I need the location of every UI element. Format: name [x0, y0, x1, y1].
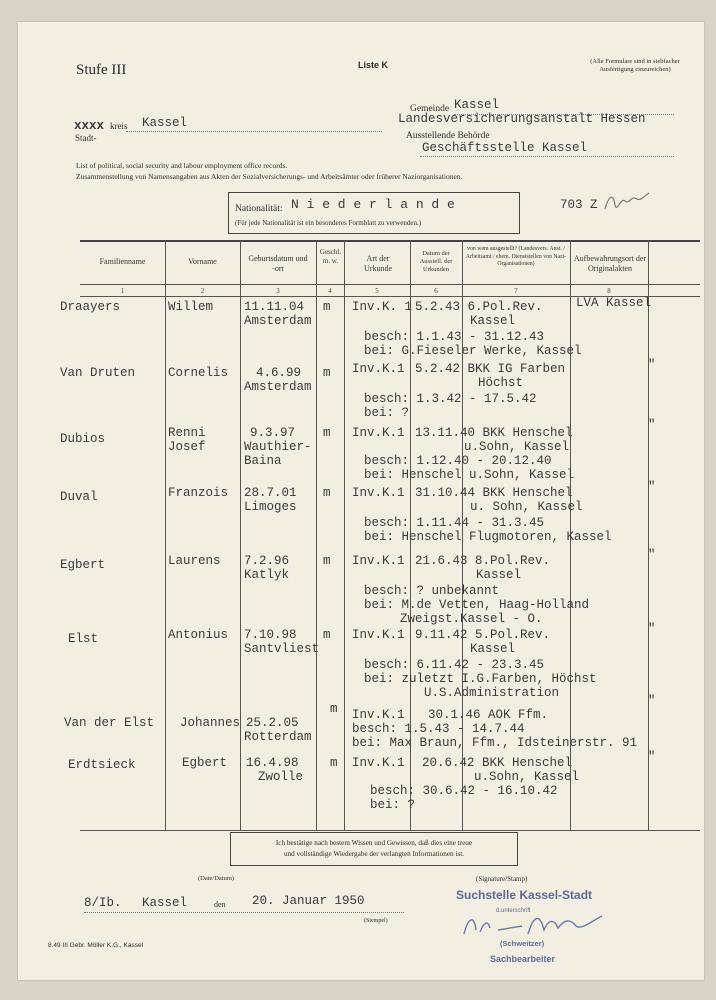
- row-birth-place: Zwolle: [258, 770, 304, 784]
- initials-mark: [603, 187, 653, 217]
- row-surname: Duval: [60, 490, 98, 504]
- table-header-rule: [80, 284, 700, 285]
- row-archive: ": [648, 750, 656, 764]
- intro-english: List of political, social security and labour employment office records.: [76, 161, 288, 170]
- row-sex: m: [330, 702, 338, 716]
- row-given-name: Franzois: [168, 486, 229, 500]
- col-header-sex: Geschl. m. w.: [319, 248, 342, 265]
- row-detail: u. Sohn, Kassel: [470, 500, 583, 514]
- stadt-label: Stadt-: [75, 133, 97, 143]
- note-right-line: (Alle Formulare sind in siebfacher: [590, 58, 680, 65]
- row-given-name: Cornelis: [168, 366, 229, 380]
- row-detail: 31.10.44 BKK Henschel: [415, 486, 573, 500]
- table-bottom-rule: [80, 830, 700, 831]
- printer-imprint: 8.49 III Gebr. Möller K.G., Kassel: [48, 942, 144, 949]
- liste-label: Liste K: [358, 60, 389, 70]
- row-detail: 30.1.46 AOK Ffm.: [428, 708, 549, 722]
- row-given-name: Renni Josef: [168, 426, 206, 454]
- row-document-type: Inv.K.1: [352, 362, 405, 376]
- nationality-box: [228, 192, 520, 234]
- col-header-doc: Art der Urkunde: [364, 254, 392, 273]
- nationality-note: (Für jede Nationalität ist ein besonderes Formblatt zu verwenden.): [235, 219, 422, 227]
- signature-label: (Signature/Stamp): [476, 875, 528, 883]
- row-document-type: Inv.K.1: [352, 426, 405, 440]
- row-given-name: Willem: [168, 300, 214, 314]
- row-detail: Zweigst.Kassel - O.: [400, 612, 543, 626]
- row-archive: ": [648, 480, 656, 494]
- row-birth-place: Amsterdam: [244, 380, 312, 394]
- stempel-label: (Stempel): [364, 918, 388, 924]
- stufe-label: Stufe III: [76, 62, 127, 78]
- row-detail: u.Sohn, Kassel: [474, 770, 580, 784]
- footer-den: den: [214, 900, 226, 909]
- row-detail: bei: zuletzt I.G.Farben, Höchst: [364, 672, 597, 686]
- kreis-label: kreis: [110, 121, 128, 131]
- row-birth-date: 7.10.98: [244, 628, 297, 642]
- col-number: 3: [276, 287, 280, 295]
- col-number: 8: [607, 287, 611, 295]
- row-detail: U.S.Administration: [424, 686, 560, 700]
- row-birth-place-2: Baina: [244, 454, 282, 468]
- row-document-type: Inv.K.1: [352, 756, 405, 770]
- row-given-name: Antonius: [168, 628, 229, 642]
- stamp-office: Suchstelle Kassel-Stadt: [456, 888, 593, 902]
- row-birth-date: 4.6.99: [256, 366, 302, 380]
- row-archive: ": [648, 418, 656, 432]
- row-document-type: Inv.K.1: [352, 554, 405, 568]
- stamp-title: Sachbearbeiter: [490, 954, 556, 964]
- row-surname: Van Druten: [60, 366, 136, 380]
- certification-line: Ich bestätige nach bestem Wissen und Gewissen, daß dies eine treue: [275, 839, 473, 847]
- row-sex: m: [323, 300, 331, 314]
- row-sex: m: [323, 628, 331, 642]
- row-document-type: Inv.K. 1: [352, 300, 413, 314]
- gemeinde-label: Gemeinde: [410, 104, 450, 114]
- certification-box: [230, 832, 518, 866]
- reference-number: 703 Z: [560, 198, 598, 212]
- row-birth-date: 25.2.05: [246, 716, 299, 730]
- row-given-name: Johannes: [180, 716, 241, 730]
- row-detail: Kassel: [470, 314, 516, 328]
- note-right-line: Ausfertigung einzureichen): [599, 66, 671, 73]
- row-detail: bei: ?: [364, 406, 410, 420]
- col-header-given: Vorname: [188, 257, 217, 266]
- row-surname: Egbert: [60, 558, 106, 572]
- intro-german: Zusammenstellung von Namensangaben aus Akten der Sozialversicherungs- und Arbeitsämter oder früherer Naziorganisationen.: [76, 172, 463, 181]
- row-given-name: Egbert: [182, 756, 228, 770]
- kreis-typed: xxxx: [74, 119, 105, 133]
- col-divider: [240, 240, 241, 830]
- row-sex: m: [323, 366, 331, 380]
- row-archive: ": [648, 694, 656, 708]
- row-surname: Erdtsieck: [68, 758, 136, 772]
- row-surname: Draayers: [60, 300, 121, 314]
- row-birth-place: Limoges: [244, 500, 297, 514]
- certification-text: [235, 838, 513, 860]
- date-label: (Date/Datum): [198, 875, 235, 882]
- row-detail: Kassel: [470, 642, 516, 656]
- col-divider: [648, 240, 649, 830]
- row-detail: 21.6.43 8.Pol.Rev.: [415, 554, 551, 568]
- row-detail: besch: 6.11.42 - 23.3.45: [364, 658, 545, 672]
- behoerde-line: [420, 156, 674, 157]
- footer-reference: 8/Ib.: [84, 896, 122, 910]
- row-detail: 13.11.40 BKK Henschel: [415, 426, 573, 440]
- row-detail: bei: ?: [370, 798, 416, 812]
- row-detail: 5.2.42 BKK IG Farben: [415, 362, 566, 376]
- row-detail: bei: M.de Vetten, Haag-Holland: [364, 598, 590, 612]
- row-given-name: Laurens: [168, 554, 221, 568]
- date-line: [84, 912, 404, 913]
- row-detail: 20.6.42 BKK Henschel: [422, 756, 573, 770]
- row-detail: bei: Henschel u.Sohn, Kassel: [364, 468, 575, 482]
- row-detail: bei: Henschel Flugmotoren, Kassel: [364, 530, 612, 544]
- row-birth-date: 11.11.04: [244, 300, 305, 314]
- nationality-label: Nationalität:: [235, 204, 283, 214]
- row-birth-date: 9.3.97: [250, 426, 296, 440]
- row-birth-place: Wauthier-: [244, 440, 312, 454]
- row-detail: besch: ? unbekannt: [364, 584, 500, 598]
- row-birth-place: Santvliest: [244, 642, 320, 656]
- nationality-value: N i e d e r l a n d e: [291, 197, 455, 212]
- certification-line: und vollständige Wiedergabe der verlangten Informationen ist.: [283, 850, 465, 858]
- row-detail: besch: 1.5.43 - 14.7.44: [352, 722, 525, 736]
- col-divider: [165, 240, 166, 830]
- row-birth-date: 7.2.96: [244, 554, 290, 568]
- footer-place: Kassel: [142, 896, 188, 910]
- row-detail: besch: 30.6.42 - 16.10.42: [370, 784, 558, 798]
- row-sex: m: [323, 554, 331, 568]
- document-page: [18, 22, 704, 980]
- footer-date: 20. Januar 1950: [252, 894, 365, 908]
- row-detail: besch: 1.3.42 - 17.5.42: [364, 392, 537, 406]
- col-number: 1: [120, 287, 125, 295]
- row-sex: m: [323, 486, 331, 500]
- row-detail: Höchst: [478, 376, 524, 390]
- col-header-birth: Geburtsdatum und -ort: [248, 254, 308, 273]
- stamp-subline: d.unterschrift: [496, 908, 531, 914]
- handwritten-signature: [458, 908, 608, 942]
- table-top-rule: [80, 240, 700, 242]
- row-detail: besch: 1.11.44 - 31.3.45: [364, 516, 545, 530]
- row-surname: Van der Elst: [64, 716, 155, 730]
- col-divider: [316, 240, 317, 830]
- gemeinde-value-2: Landesversicherungsanstalt Hessen: [398, 112, 646, 126]
- row-detail: 9.11.42 5.Pol.Rev.: [415, 628, 551, 642]
- row-detail: Kassel: [476, 568, 522, 582]
- kreis-line: [126, 131, 382, 132]
- row-birth-date: 16.4.98: [246, 756, 299, 770]
- row-surname: Elst: [68, 632, 99, 646]
- kreis-value: Kassel: [142, 116, 188, 130]
- row-detail: 5.2.43 6.Pol.Rev.: [415, 300, 543, 314]
- row-detail: besch: 1.12.40 - 20.12.40: [364, 454, 552, 468]
- col-header-archive: Aufbewahrungsort der Originalakten: [573, 254, 647, 273]
- col-header-surname: Familienname: [99, 257, 146, 266]
- row-birth-place: Rotterdam: [244, 730, 312, 744]
- row-document-type: Inv.K.1: [352, 628, 405, 642]
- row-surname: Dubios: [60, 432, 106, 446]
- behoerde-label: Ausstellende Behörde: [406, 131, 490, 141]
- row-detail: bei: G.Fieseler Werke, Kassel: [364, 344, 582, 358]
- row-detail: besch: 1.1.43 - 31.12.43: [364, 330, 545, 344]
- row-sex: m: [323, 426, 331, 440]
- row-sex: m: [330, 756, 338, 770]
- row-birth-place: Katlyk: [244, 568, 290, 582]
- note-right: [570, 58, 700, 74]
- row-archive: ": [648, 622, 656, 636]
- col-header-date: Datum der Ausstell. der Urkunden: [419, 250, 453, 273]
- col-header-issuer: von wem ausgestellt? (Landesvers. Anst. / Arbeitsamt / ehem. Dienststellen von Nazi-Organisationen): [465, 246, 567, 267]
- row-document-type: Inv.K.1: [352, 708, 405, 722]
- row-detail: u.Sohn, Kassel: [464, 440, 570, 454]
- col-number: 6: [434, 287, 438, 295]
- col-number: 4: [328, 287, 332, 295]
- row-birth-place: Amsterdam: [244, 314, 312, 328]
- row-detail: bei: Max Braun, Ffm., Idsteinerstr. 91: [352, 736, 638, 750]
- col-divider: [344, 240, 345, 830]
- stamp-name: (Schweitzer): [500, 939, 545, 948]
- col-number: 2: [200, 287, 205, 295]
- row-archive: ": [648, 548, 656, 562]
- row-document-type: Inv.K.1: [352, 486, 405, 500]
- gemeinde-value: Kassel: [454, 98, 500, 112]
- row-birth-date: 28.7.01: [244, 486, 297, 500]
- behoerde-value: Geschäftsstelle Kassel: [422, 141, 588, 155]
- col-number: 5: [375, 287, 379, 295]
- col-number: 7: [514, 287, 518, 295]
- row-archive: LVA Kassel: [576, 296, 652, 310]
- row-archive: ": [648, 358, 656, 372]
